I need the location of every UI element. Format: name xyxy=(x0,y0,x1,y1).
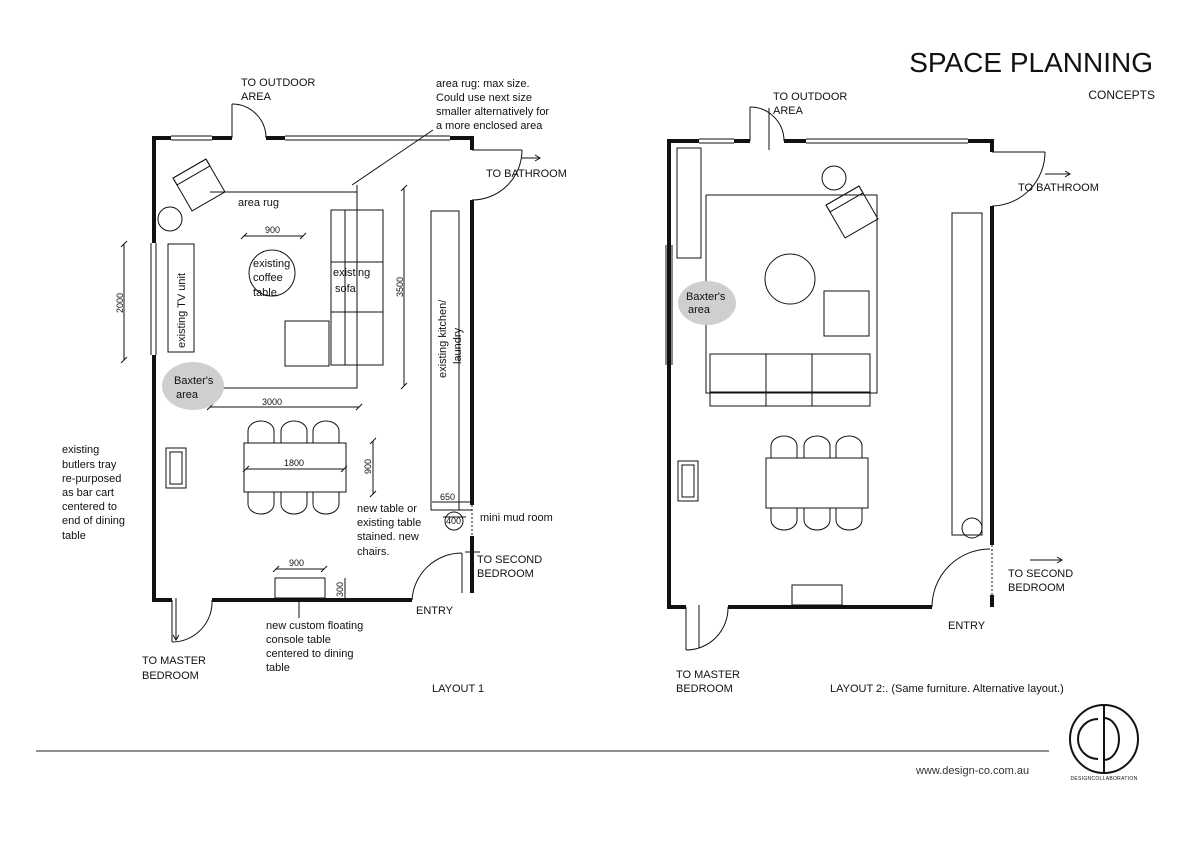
ottoman-2 xyxy=(824,291,869,336)
svg-text:BEDROOM: BEDROOM xyxy=(477,568,534,580)
page-subtitle: CONCEPTS xyxy=(1088,88,1155,102)
svg-text:Could use next size: Could use next size xyxy=(436,92,532,104)
svg-text:BEDROOM: BEDROOM xyxy=(676,683,733,695)
layout-1-labels xyxy=(62,77,567,695)
svg-text:mini mud room: mini mud room xyxy=(480,512,553,524)
armchair-1-back xyxy=(173,159,210,185)
svg-text:centered to: centered to xyxy=(62,501,118,513)
layout-1-doors xyxy=(172,104,522,642)
svg-text:3500: 3500 xyxy=(395,276,405,297)
svg-text:existing: existing xyxy=(62,444,100,456)
svg-text:existing: existing xyxy=(253,258,291,270)
svg-text:table: table xyxy=(62,530,86,542)
baxter-area-2 xyxy=(678,281,736,325)
svg-text:existing kitchen/: existing kitchen/ xyxy=(437,299,449,378)
butlers-tray-2 xyxy=(678,461,698,501)
svg-text:stained. new: stained. new xyxy=(357,531,419,543)
svg-text:BEDROOM: BEDROOM xyxy=(1008,582,1065,594)
svg-text:Baxter's: Baxter's xyxy=(686,291,726,303)
layout-1-windows xyxy=(151,136,450,355)
svg-text:area rug: max size.: area rug: max size. xyxy=(436,78,530,90)
side-table-1 xyxy=(158,207,182,231)
svg-text:DESIGNCOLLABORATION: DESIGNCOLLABORATION xyxy=(1070,776,1138,782)
page-title: SPACE PLANNING xyxy=(909,47,1153,78)
svg-text:new table or: new table or xyxy=(357,503,417,515)
svg-text:new custom floating: new custom floating xyxy=(266,620,364,632)
svg-text:TO OUTDOOR: TO OUTDOOR xyxy=(773,91,848,103)
svg-text:TO SECOND: TO SECOND xyxy=(477,554,543,566)
svg-text:900: 900 xyxy=(265,225,281,235)
layout-2-furniture xyxy=(677,148,982,605)
armchair-2 xyxy=(826,186,878,238)
svg-text:TO BATHROOM: TO BATHROOM xyxy=(1018,182,1099,194)
svg-text:TO MASTER: TO MASTER xyxy=(142,655,206,667)
design-collaboration-logo xyxy=(1070,705,1138,782)
layout-2-arrows xyxy=(699,108,1070,648)
svg-text:area: area xyxy=(176,389,199,401)
svg-text:area: area xyxy=(688,304,711,316)
console-table-1 xyxy=(275,578,325,598)
svg-text:300: 300 xyxy=(335,581,345,597)
svg-text:as bar cart: as bar cart xyxy=(62,487,114,499)
svg-text:table: table xyxy=(253,287,277,299)
svg-text:1800: 1800 xyxy=(284,458,305,468)
svg-text:900: 900 xyxy=(363,458,373,474)
svg-text:TO SECOND: TO SECOND xyxy=(1008,568,1074,580)
console-table-2 xyxy=(792,585,842,605)
svg-text:2000: 2000 xyxy=(115,292,125,313)
tv-unit-2 xyxy=(677,148,701,258)
svg-text:BEDROOM: BEDROOM xyxy=(142,670,199,682)
coffee-table-2 xyxy=(765,254,815,304)
layout-2-walls xyxy=(667,139,994,607)
dining-table-2 xyxy=(766,458,868,508)
svg-text:coffee: coffee xyxy=(253,272,283,284)
svg-text:400: 400 xyxy=(446,516,462,526)
svg-text:area rug: area rug xyxy=(238,197,279,209)
footer-url: www.design-co.com.au xyxy=(916,765,1030,777)
side-table-2 xyxy=(822,166,846,190)
svg-text:sofa: sofa xyxy=(335,283,356,295)
svg-text:chairs.: chairs. xyxy=(357,546,390,558)
kitchen-bench-2 xyxy=(952,213,982,535)
svg-text:existing TV unit: existing TV unit xyxy=(176,272,188,348)
sofa-2 xyxy=(710,354,870,406)
butlers-tray-1 xyxy=(166,448,186,488)
svg-text:centered to dining: centered to dining xyxy=(266,648,354,660)
svg-text:ENTRY: ENTRY xyxy=(948,620,986,632)
svg-text:end of dining: end of dining xyxy=(62,515,125,527)
svg-text:a more enclosed area: a more enclosed area xyxy=(436,120,543,132)
layout-2-windows xyxy=(666,139,968,365)
svg-text:ENTRY: ENTRY xyxy=(416,605,454,617)
layout-1-caption: LAYOUT 1 xyxy=(432,683,485,695)
svg-text:existing: existing xyxy=(333,267,371,279)
svg-text:3000: 3000 xyxy=(262,397,283,407)
svg-text:butlers tray: butlers tray xyxy=(62,459,117,471)
svg-text:re-purposed: re-purposed xyxy=(62,473,122,485)
svg-text:AREA: AREA xyxy=(773,105,803,117)
svg-text:Baxter's: Baxter's xyxy=(174,375,214,387)
svg-text:900: 900 xyxy=(289,558,305,568)
svg-text:AREA: AREA xyxy=(241,91,271,103)
armchair-1 xyxy=(173,159,225,211)
ottoman-1 xyxy=(285,321,329,366)
svg-text:650: 650 xyxy=(440,492,456,502)
svg-text:laundry: laundry xyxy=(452,327,464,364)
svg-text:smaller alternatively for: smaller alternatively for xyxy=(436,106,550,118)
svg-text:console table: console table xyxy=(266,634,331,646)
svg-text:table: table xyxy=(266,662,290,674)
svg-text:TO MASTER: TO MASTER xyxy=(676,669,740,681)
svg-text:existing table: existing table xyxy=(357,517,422,529)
svg-text:TO OUTDOOR: TO OUTDOOR xyxy=(241,77,316,89)
svg-text:TO BATHROOM: TO BATHROOM xyxy=(486,168,567,180)
layout-2-caption: LAYOUT 2:. (Same furniture. Alternative layout.) xyxy=(830,683,1064,695)
